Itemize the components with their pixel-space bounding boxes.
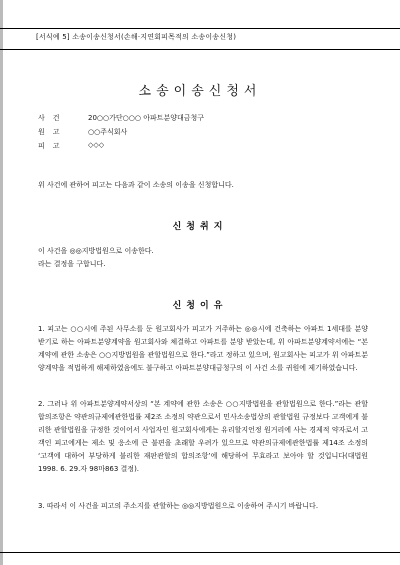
claim-text <box>38 245 154 271</box>
reason-paragraph-1: 1. 피고는 ○○시에 주된 사무소를 둔 원고회사가 피고가 거주하는 ◎◎시에 건축하는 아파트 1세대를 분양 받기로 하는 아파트분양계약을 원고회사와 체결하고 아파트를 분양 받았는데, 위 아파트분양계약서에는 “본 계약에 관한 소송은 ○○지방법원을 관할법원으로 한다.”라고 정하고 있으며, 원고회사는 피고가 위 아파트분양계약을 적법하게 해제하였음에도 불구하고 아파트분양대금청구의 이 사건 소를 귀원에 제기하였습니다. <box>38 325 368 372</box>
case-row <box>38 113 204 127</box>
document-title: 소송이송신청서 <box>138 84 262 99</box>
plaintiff-value: ○○주식회사 <box>88 128 128 136</box>
intro-statement: 위 사건에 관하여 피고는 다음과 같이 소송의 이송을 신청합니다. <box>38 181 234 189</box>
reasons-heading: 신청이유 <box>172 301 228 311</box>
defendant-row <box>38 141 204 155</box>
claim-heading: 신청취지 <box>172 222 228 232</box>
case-label: 사건 <box>38 114 68 122</box>
reason-paragraph-2: 2. 그러나 위 아파트분양계약서상의 “본 계약에 관한 소송은 ○○지방법원을 관할법원으로 한다.”라는 관할합의조항은 약관의규제에관한법률 제2조 소정의 약관으로서 민사소송법상의 관할법원 규정보다 고객에게 불리한 관할법원을 규정한 것이어서 사업자인 원고회사에게는 유리할지언정 원거리에 사는 경제적 약자로서 고객인 피고에게는 제소 및 응소에 큰 불편을 초래할 우려가 있으므로 약관의규제에관한법률 제14조 소정의 ‘고객에 대하여 부당하게 불리한 재판관할의 합의조항’에 해당하여 무효라고 보아야 할 것입니다(대법원 1998. 6. 29.자 98마863 결정). <box>38 400 368 473</box>
defendant-value: ◇◇◇ <box>88 141 105 149</box>
reason-paragraph-3: 3. 따라서 이 사건을 피고의 주소지를 관할하는 ◎◎지방법원으로 이송하여 주시기 바랍니다. <box>38 502 319 510</box>
claim-line-2: 라는 결정을 구합니다. <box>38 260 106 268</box>
plaintiff-label: 원고 <box>38 128 68 136</box>
defendant-label: 피고 <box>38 142 68 150</box>
party-info <box>38 113 204 155</box>
case-value: 20○○가단○○○ 아파트분양대금청구 <box>88 114 205 122</box>
bottom-divider <box>0 552 400 553</box>
form-header-bar <box>0 28 400 50</box>
plaintiff-row <box>38 127 204 141</box>
form-header-text: [서식예 5] 소송이송신청서(손해·지연회피목적의 소송이송신청) <box>36 33 237 41</box>
claim-line-1: 이 사건을 ◎◎지방법원으로 이송한다. <box>38 247 154 255</box>
